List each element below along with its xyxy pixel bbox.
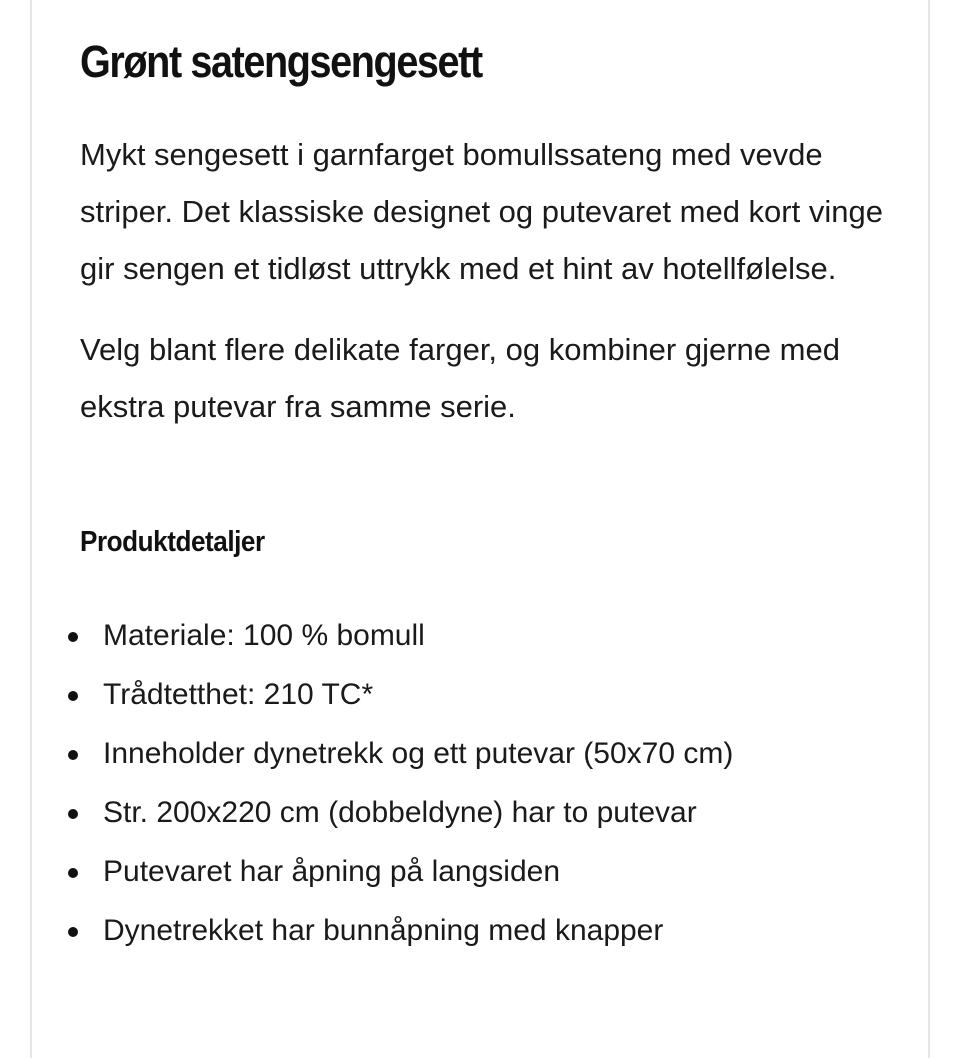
bullet-icon [68,927,78,937]
detail-item-size [80,783,900,842]
product-description-panel [80,30,900,960]
bullet-icon [68,750,78,760]
detail-item-duvet-opening [80,901,900,960]
bullet-icon [68,868,78,878]
description-paragraph: Velg blant flere delikate farger, og kombiner gjerne med ekstra putevar fra samme serie. [80,332,840,424]
bullet-icon [68,632,78,642]
product-details-heading: Produktdetaljer [80,526,265,558]
product-title: Grønt satengsengesett [80,36,482,87]
product-details-list [80,606,900,960]
detail-item-contents [80,724,900,783]
right-border [928,0,930,1058]
detail-item-text: Materiale: 100 % bomull [103,619,425,652]
detail-item-text: Inneholder dynetrekk og ett putevar (50x70 cm) [103,737,734,770]
bullet-icon [68,809,78,819]
detail-item-text: Trådtetthet: 210 TC* [103,678,374,711]
description-paragraph: Mykt sengesett i garnfarget bomullssateng med vevde striper. Det klassiske designet og putevaret med kort vinge gir sengen et tidløst uttrykk med et hint av hotellfølelse. [80,137,883,286]
detail-item-text: Putevaret har åpning på langsiden [103,855,561,888]
left-border [30,0,32,1058]
bullet-icon [68,691,78,701]
detail-item-pillowcase-opening [80,842,900,901]
detail-item-material [80,606,900,665]
detail-item-text: Str. 200x220 cm (dobbeldyne) har to putevar [103,796,697,829]
detail-item-text: Dynetrekket har bunnåpning med knapper [103,914,664,947]
detail-item-thread-count [80,665,900,724]
